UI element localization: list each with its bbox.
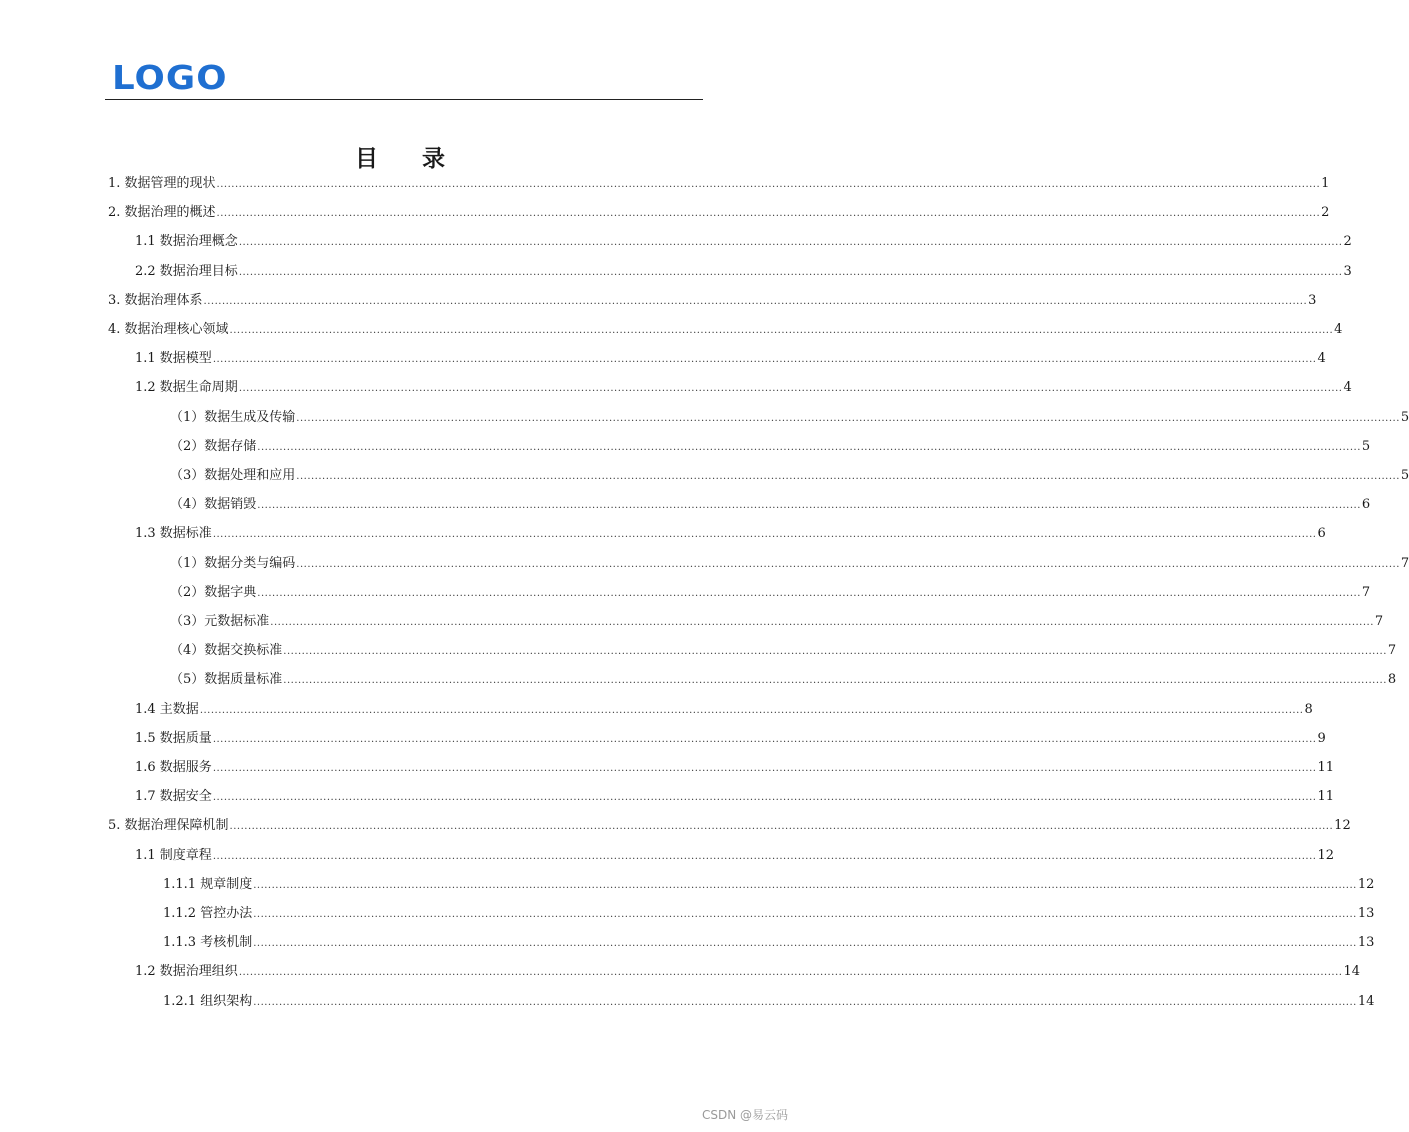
toc-dot-leader: ............................................................................................................................................................................................................................................................................................................ [238, 266, 1343, 278]
toc-entry-page-number: 11 [1317, 789, 1334, 805]
toc-entry-page-number: 2 [1321, 205, 1330, 221]
toc-entry[interactable] [163, 874, 1375, 896]
toc-dot-leader: ............................................................................................................................................................................................................................................................................................................ [212, 733, 1317, 745]
toc-entry-page-number: 5 [1400, 409, 1409, 425]
toc-entry-title: 2. 数据治理的概述 [108, 205, 216, 221]
toc-entry-title: 1.1 制度章程 [135, 847, 212, 863]
toc-entry-title: 3. 数据治理体系 [108, 292, 203, 308]
toc-entry-page-number: 14 [1357, 993, 1375, 1009]
toc-entry-title: 1.2 数据生命周期 [135, 380, 238, 396]
toc-entry-page-number: 5 [1361, 438, 1371, 454]
toc-entry[interactable] [170, 436, 1371, 458]
toc-entry-page-number: 2 [1343, 234, 1352, 250]
toc-entry-title: 1.1.1 规章制度 [163, 876, 253, 892]
toc-dot-leader: ............................................................................................................................................................................................................................................................................................................ [296, 471, 1400, 482]
toc-entry-page-number: 7 [1374, 614, 1384, 629]
toc-entry-title: 1.1 数据模型 [135, 351, 212, 367]
toc-entry-title: 1.1.2 管控办法 [163, 906, 253, 921]
toc-dot-leader: ............................................................................................................................................................................................................................................................................................................ [238, 383, 1343, 395]
toc-dot-leader: ............................................................................................................................................................................................................................................................................................................ [216, 179, 1321, 190]
toc-entry[interactable] [135, 231, 1352, 253]
toc-entry[interactable] [108, 319, 1343, 341]
toc-dot-leader: ............................................................................................................................................................................................................................................................................................................ [283, 675, 1387, 687]
toc-entry[interactable] [163, 903, 1375, 925]
toc-entry-page-number: 8 [1304, 701, 1313, 717]
toc-entry-page-number: 6 [1361, 497, 1371, 513]
toc-entry[interactable] [135, 961, 1360, 983]
toc-entry[interactable] [135, 377, 1352, 399]
toc-entry-page-number: 6 [1317, 526, 1326, 542]
toc-entry-page-number: 4 [1343, 380, 1352, 396]
toc-entry-page-number: 1 [1321, 176, 1330, 191]
toc-entry[interactable] [108, 290, 1317, 312]
toc-entry-title: 1.1 数据治理概念 [135, 234, 238, 250]
toc-dot-leader: ............................................................................................................................................................................................................................................................................................................ [238, 967, 1343, 979]
toc-entry[interactable] [170, 582, 1371, 604]
toc-entry[interactable] [170, 407, 1409, 429]
toc-dot-leader: ............................................................................................................................................................................................................................................................................................................ [203, 295, 1308, 307]
toc-entry[interactable] [108, 815, 1351, 837]
toc-entry-page-number: 8 [1387, 672, 1397, 688]
toc-entry[interactable] [170, 465, 1409, 487]
toc-entry[interactable] [108, 173, 1330, 195]
toc-entry-title: （1）数据生成及传输 [170, 409, 296, 425]
toc-entry-title: 1.2.1 组织架构 [163, 993, 253, 1009]
toc-dot-leader: ............................................................................................................................................................................................................................................................................................................ [257, 587, 1361, 599]
toc-entry-title: （3）数据处理和应用 [170, 468, 296, 483]
toc-entry-title: 1.7 数据安全 [135, 789, 212, 805]
toc-entry-title: （3）元数据标准 [170, 614, 270, 629]
toc-entry-page-number: 4 [1334, 322, 1343, 337]
toc-entry-page-number: 12 [1357, 876, 1375, 892]
toc-dot-leader: ............................................................................................................................................................................................................................................................................................................ [253, 879, 1357, 891]
toc-dot-leader: ............................................................................................................................................................................................................................................................................................................ [238, 237, 1343, 249]
toc-entry-page-number: 7 [1400, 555, 1409, 571]
toc-entry-title: 1.4 主数据 [135, 701, 199, 717]
toc-entry-title: （1）数据分类与编码 [170, 555, 296, 571]
toc-entry[interactable] [163, 932, 1375, 954]
toc-entry-page-number: 11 [1317, 760, 1334, 775]
toc-entry[interactable] [135, 786, 1334, 808]
toc-entry-title: 2.2 数据治理目标 [135, 263, 238, 279]
header-divider [105, 99, 703, 100]
toc-entry[interactable] [135, 845, 1334, 867]
toc-entry[interactable] [170, 640, 1397, 662]
toc-entry[interactable] [108, 202, 1330, 224]
toc-entry[interactable] [135, 728, 1326, 750]
toc-dot-leader: ............................................................................................................................................................................................................................................................................................................ [253, 938, 1357, 950]
toc-entry-title: 1.1.3 考核机制 [163, 935, 253, 951]
toc-entry-page-number: 12 [1317, 847, 1334, 863]
toc-entry[interactable] [170, 494, 1371, 516]
toc-entry-page-number: 3 [1308, 292, 1317, 308]
toc-dot-leader: ............................................................................................................................................................................................................................................................................................................ [212, 354, 1317, 366]
toc-entry-title: 1.5 数据质量 [135, 730, 212, 746]
toc-dot-leader: ............................................................................................................................................................................................................................................................................................................ [257, 500, 1361, 512]
toc-dot-leader: ............................................................................................................................................................................................................................................................................................................ [229, 325, 1334, 336]
toc-entry-page-number: 13 [1357, 935, 1375, 951]
toc-entry[interactable] [170, 669, 1397, 691]
toc-dot-leader: ............................................................................................................................................................................................................................................................................................................ [229, 821, 1334, 833]
toc-dot-leader: ............................................................................................................................................................................................................................................................................................................ [253, 909, 1357, 920]
toc-entry-title: 5. 数据治理保障机制 [108, 818, 229, 834]
toc-entry-page-number: 7 [1387, 643, 1397, 659]
toc-dot-leader: ............................................................................................................................................................................................................................................................................................................ [216, 208, 1321, 220]
logo: LOGO [112, 58, 228, 97]
toc-entry-title: 1.2 数据治理组织 [135, 964, 238, 980]
toc-entry-title: （4）数据交换标准 [170, 643, 283, 659]
toc-entry[interactable] [170, 611, 1384, 633]
toc-entry-title: （2）数据存储 [170, 438, 257, 454]
toc-entry-page-number: 13 [1357, 906, 1375, 921]
toc-entry[interactable] [135, 523, 1326, 545]
toc-entry-title: （5）数据质量标准 [170, 672, 283, 688]
toc-entry-page-number: 4 [1317, 351, 1326, 367]
toc-entry-page-number: 14 [1343, 964, 1360, 980]
toc-dot-leader: ............................................................................................................................................................................................................................................................................................................ [270, 617, 1374, 628]
toc-entry[interactable] [135, 348, 1326, 370]
toc-dot-leader: ............................................................................................................................................................................................................................................................................................................ [212, 763, 1317, 774]
toc-entry[interactable] [170, 553, 1409, 575]
toc-title: 目 录 [354, 145, 463, 173]
toc-entry-title: （4）数据销毁 [170, 497, 257, 513]
watermark: CSDN @易云码 [701, 1108, 788, 1122]
toc-dot-leader: ............................................................................................................................................................................................................................................................................................................ [257, 441, 1361, 453]
toc-dot-leader: ............................................................................................................................................................................................................................................................................................................ [283, 646, 1387, 658]
toc-entry-title: 1. 数据管理的现状 [108, 176, 216, 191]
toc-entry-page-number: 5 [1400, 468, 1409, 483]
toc-entry[interactable] [135, 699, 1313, 721]
toc-entry-title: （2）数据字典 [170, 584, 257, 600]
toc-entry-title: 1.3 数据标准 [135, 526, 212, 542]
toc-dot-leader: ............................................................................................................................................................................................................................................................................................................ [199, 704, 1304, 716]
toc-dot-leader: ............................................................................................................................................................................................................................................................................................................ [253, 996, 1357, 1008]
toc-entry[interactable] [135, 757, 1334, 779]
toc-entry-page-number: 9 [1317, 730, 1326, 746]
toc-dot-leader: ............................................................................................................................................................................................................................................................................................................ [296, 412, 1400, 424]
toc-dot-leader: ............................................................................................................................................................................................................................................................................................................ [296, 558, 1400, 570]
toc-dot-leader: ............................................................................................................................................................................................................................................................................................................ [212, 529, 1317, 541]
toc-entry-page-number: 12 [1334, 818, 1351, 834]
toc-entry[interactable] [163, 991, 1375, 1013]
toc-entry-page-number: 3 [1343, 263, 1352, 279]
toc-entry-title: 4. 数据治理核心领域 [108, 322, 229, 337]
toc-dot-leader: ............................................................................................................................................................................................................................................................................................................ [212, 792, 1317, 804]
toc-entry-page-number: 7 [1361, 584, 1371, 600]
toc-entry[interactable] [135, 261, 1352, 283]
toc-entry-title: 1.6 数据服务 [135, 760, 212, 775]
toc-dot-leader: ............................................................................................................................................................................................................................................................................................................ [212, 850, 1317, 862]
